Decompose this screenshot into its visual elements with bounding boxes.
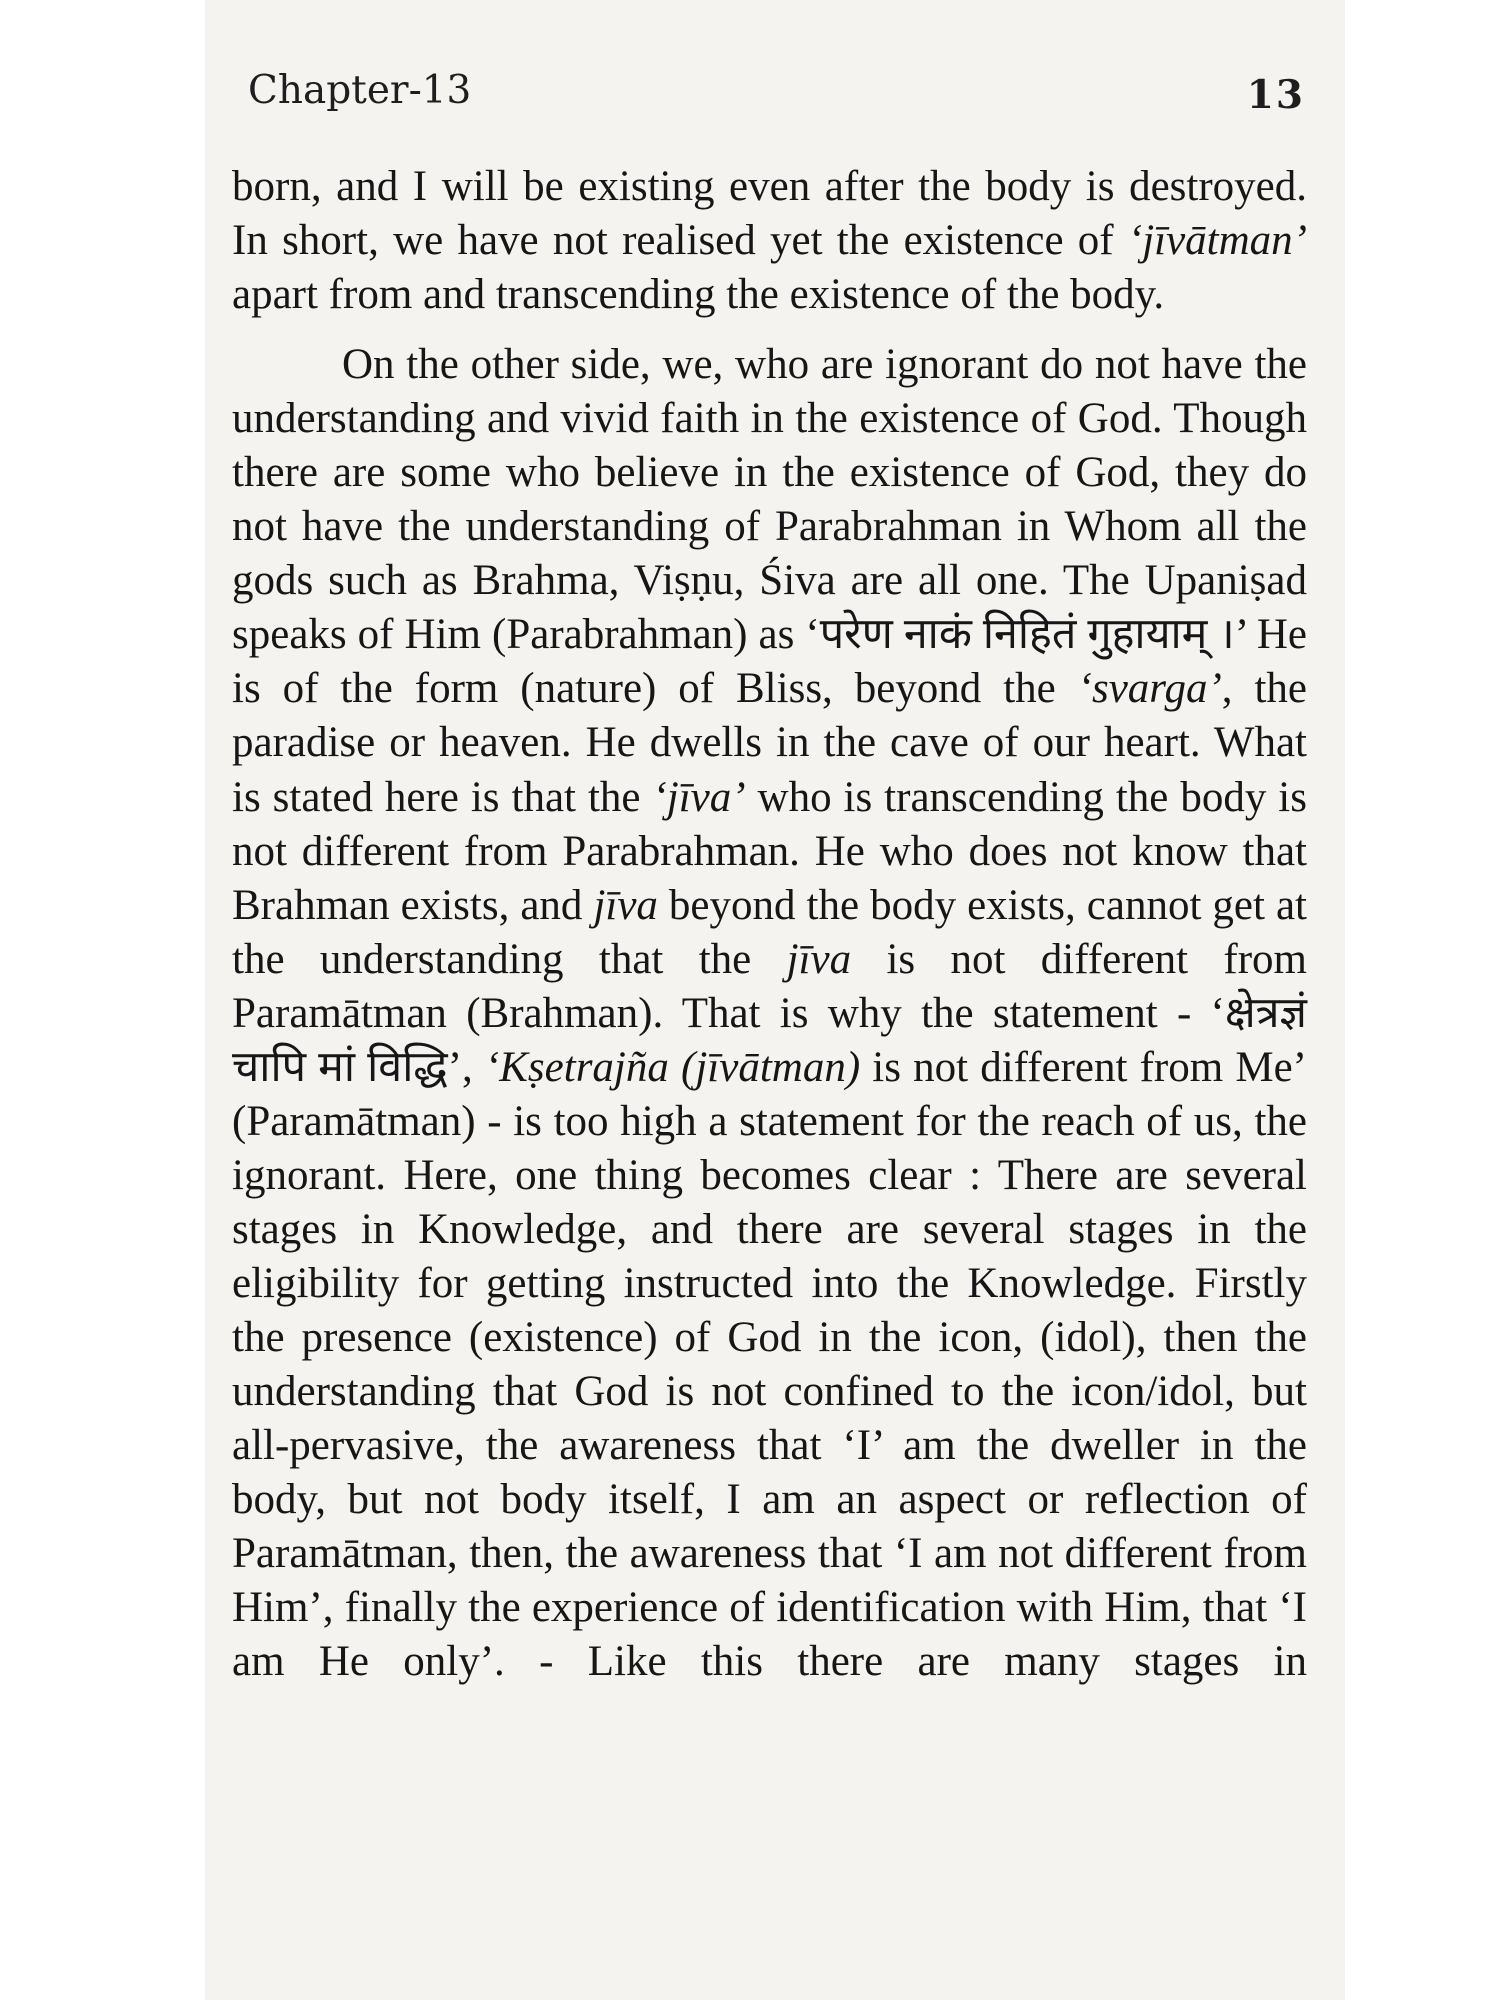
italic-term: jīva (593, 881, 658, 929)
text-segment: beyond the body exists, cannot get at the understanding that the (232, 881, 1307, 983)
text-segment: On the other side, we, who are ignorant do not have the understanding and vivid faith in the existence of God. Though there are some who believe in the existence of God, they do not have the understanding of Parabrahman in Whom all the gods such as Brahma, Viṣṇu, Śiva are all one. The Upaniṣad speaks of Him (Parabrahman) as ‘परेण नाकं निहितं गुहायाम् ।’ He is of the form (nature) of Bliss, beyond the (232, 341, 1307, 713)
page-number: 13 (1246, 72, 1305, 118)
text-segment: is not different from Me’ (Paramātman) - is too high a statement for the reach of us, the ignorant. Here, one thing becomes clear : There are several stages in Knowledge, and there are several stages in the eligibility for getting instructed into the Knowledge. Firstly the presence (existence) of God in the icon, (idol), then the understanding that God is not confined to the icon/idol, but all-pervasive, the awareness that ‘I’ am the dweller in the body, but not body itself, I am an aspect or reflection of Paramātman, then, the awareness that ‘I am not different from Him’, finally the experience of identification with Him, that ‘I am He only’. - Like this there are many stages in (232, 1043, 1307, 1686)
italic-term: jīva (786, 935, 852, 983)
paragraph-2 (232, 338, 1307, 1689)
text-segment: is not different from Paramātman (Brahman). That is why the statement - ‘क्षेत्रज्ञं चापि मां विद्धि’, (232, 935, 1307, 1091)
italic-term: ‘svarga’ (1077, 665, 1222, 713)
body-text (232, 160, 1307, 1689)
running-header (248, 68, 1305, 120)
italic-term: ‘jīva’ (652, 773, 746, 821)
italic-term: ‘jīvātman’ (1127, 217, 1307, 265)
text-segment: born, and I will be existing even after the body is destroyed. In short, we have not realised yet the existence of (232, 163, 1307, 265)
text-segment: who is transcending the body is not different from Parabrahman. He who does not know that Brahman exists, and (232, 773, 1307, 929)
paragraph-1 (232, 160, 1307, 322)
text-segment: , the paradise or heaven. He dwells in the cave of our heart. What is stated here is that the (232, 665, 1307, 821)
chapter-title: Chapter-13 (248, 68, 472, 113)
italic-term: ‘Kṣetrajña (jīvātman) (484, 1043, 861, 1091)
text-segment: apart from and transcending the existence of the body. (232, 271, 1165, 319)
